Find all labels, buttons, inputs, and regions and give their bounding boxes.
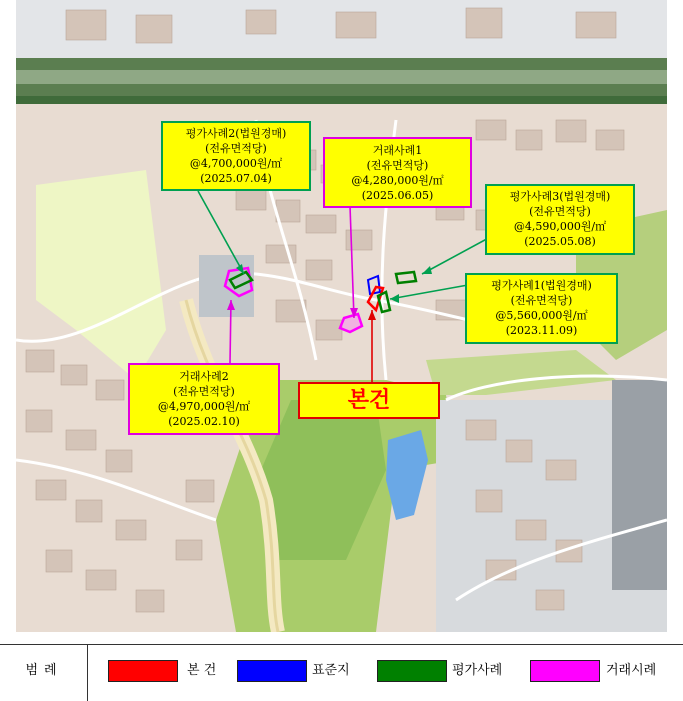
legend-label-appraisal-case: 평가사례 <box>452 663 503 678</box>
legend-swatch-appraisal-case <box>377 660 447 682</box>
trade-case-1-basis: (전유면적당) <box>366 159 429 172</box>
legend-label-subject: 본 건 <box>187 663 217 678</box>
trade-case-1-date: (2025.06.05) <box>361 189 434 202</box>
trade-case-1-title: 거래사례1 <box>372 144 423 157</box>
appraisal-case-2-price: @4,700,000원/㎡ <box>189 157 283 170</box>
appraisal-case-1-basis: (전유면적당) <box>510 294 573 307</box>
appraisal-case-3-title: 평가사례3(법원경매) <box>509 190 611 203</box>
appraisal-case-2-label <box>161 121 311 191</box>
subject-label: 본건 <box>298 382 440 419</box>
trade-case-2-title: 거래사례2 <box>179 370 229 383</box>
appraisal-case-2-date: (2025.07.04) <box>200 172 272 185</box>
trade-case-2-price: @4,970,000원/㎡ <box>157 400 251 413</box>
appraisal-case-3-basis: (전유면적당) <box>529 205 591 218</box>
appraisal-case-3-date: (2025.05.08) <box>524 235 596 248</box>
appraisal-case-1-date: (2023.11.09) <box>505 324 578 337</box>
legend-title: 범례 <box>25 663 63 678</box>
trade-case-1-price: @4,280,000원/㎡ <box>351 174 444 187</box>
legend-label-trade-case: 거래시례 <box>606 663 657 678</box>
trade-case-1-label <box>323 137 472 208</box>
appraisal-case-1-title: 평가사례1(법원경매) <box>491 279 592 292</box>
legend-swatch-subject <box>108 660 178 682</box>
appraisal-case-1-price: @5,560,000원/㎡ <box>495 309 588 322</box>
legend-swatch-trade-case <box>530 660 600 682</box>
legend-divider <box>87 645 88 701</box>
appraisal-case-3-price: @4,590,000원/㎡ <box>513 220 607 233</box>
legend-swatch-standard-land <box>237 660 307 682</box>
trade-case-2-basis: (전유면적당) <box>173 385 235 398</box>
appraisal-case-1-label <box>465 273 618 344</box>
appraisal-case-3-label <box>485 184 635 255</box>
appraisal-case-2-basis: (전유면적당) <box>205 142 267 155</box>
legend-label-standard-land: 표준지 <box>312 663 350 678</box>
legend <box>0 644 683 701</box>
trade-case-2-label <box>128 363 280 435</box>
trade-case-2-date: (2025.02.10) <box>168 415 240 428</box>
appraisal-case-2-title: 평가사례2(법원경매) <box>185 127 287 140</box>
